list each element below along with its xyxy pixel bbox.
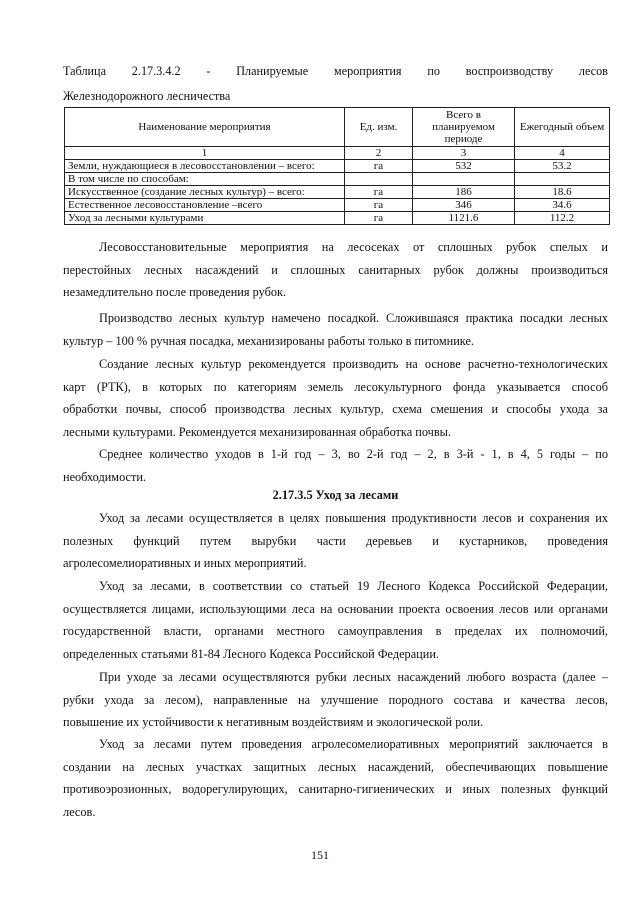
text-line: осуществляется лицами, использующими леса на основании проекта освоения лесов или органами [63, 601, 608, 616]
table-row [65, 173, 610, 186]
reforestation-table [64, 107, 610, 225]
section-heading: 2.17.3.5 Уход за лесами [272, 488, 399, 502]
text-line: противоэрозионных, водорегулирующих, санитарно-гигиенических и иных полезных функций [63, 782, 608, 796]
caption-word: Таблица [63, 64, 106, 78]
table-row [65, 186, 610, 199]
column-header: Ежегодный объем [515, 108, 610, 147]
paragraph-planting [63, 307, 608, 352]
table-cell: 1 [65, 147, 345, 160]
text-line: рубки ухода за лесом), направленные на улучшение породного состава и качества лесов, [63, 692, 608, 707]
text-line: Лесовосстановительные мероприятия на лесосеках от сплошных рубок спелых и [99, 240, 608, 254]
text-line: При уходе за лесами осуществляются рубки лесных насаждений любого возраста (далее – [99, 670, 608, 684]
text-line: Производство лесных культур намечено посадкой. Сложившаяся практика посадки лесных [99, 311, 608, 325]
text-line: повышение их устойчивости к негативным воздействиям и экологической роли. [63, 715, 484, 729]
table-cell: 186 [413, 186, 515, 199]
table-caption [63, 63, 608, 79]
column-header: Ед. изм. [345, 108, 413, 147]
table-cell [413, 173, 515, 186]
paragraph-thinning [63, 666, 608, 734]
paragraph-agroforestry [63, 733, 608, 823]
table-cell: 2 [345, 147, 413, 160]
table-cell: 1121.6 [413, 212, 515, 225]
table-cell: га [345, 199, 413, 212]
caption-word: по [427, 64, 440, 78]
table-cell: 112.2 [515, 212, 610, 225]
text-line: государственной власти, органами местного самоуправления в пределах их полномочий, [63, 624, 608, 638]
text-line: Уход за лесами осуществляется в целях повышения продуктивности лесов и сохранения их [99, 511, 608, 525]
table-cell: Естественное лесовосстановление –всего [65, 199, 345, 212]
paragraph-reforestation [63, 236, 608, 304]
table-cell: 53.2 [515, 160, 610, 173]
table-cell [515, 173, 610, 186]
text-line: обработки почвы, способ производства лесных культур, схема смешения и способы ухода за [63, 402, 608, 416]
table-cell: Уход за лесными культурами [65, 212, 345, 225]
caption-word: Планируемые [236, 64, 309, 78]
paragraph-forest-care [63, 507, 608, 575]
table-caption-continued: Железнодорожного лесничества [63, 89, 231, 103]
text-line: карт (РТК), в которых по категориям земель лесокультурного фонда указывается способ [63, 379, 608, 394]
table-cell: 3 [413, 147, 515, 160]
text-line: определенных статьями 81-84 Лесного Кодекса Российской Федерации. [63, 646, 439, 661]
table-row [65, 199, 610, 212]
caption-word: лесов [578, 64, 608, 78]
text-line: Уход за лесами, в соответствии со статьей 19 Лесного Кодекса Российской Федерации, [99, 579, 608, 593]
text-line: Среднее количество уходов в 1-й год – 3, во 2-й год – 2, в 3-й - 1, в 4, 5 годы – по [99, 447, 608, 461]
paragraph-rtk [63, 353, 608, 443]
table-cell [345, 173, 413, 186]
text-line: агролесомелиоративных и иных мероприятий. [63, 556, 307, 570]
text-line: культур – 100 % ручная посадка, механизированы работы только в питомнике. [63, 333, 474, 348]
table-cell: В том числе по способам: [65, 173, 345, 186]
table-index-row [65, 147, 610, 160]
text-line: необходимости. [63, 469, 147, 484]
table-row [65, 160, 610, 173]
paragraph-care-count [63, 443, 608, 488]
table-header-row [65, 108, 610, 147]
paragraph-forest-code [63, 575, 608, 665]
table-cell: Искусственное (создание лесных культур) – всего: [65, 186, 345, 199]
caption-word: - [206, 64, 211, 78]
text-line: перестойных лесных насаждений и сплошных санитарных рубок должны производиться [63, 262, 608, 277]
table-cell: 34.6 [515, 199, 610, 212]
table-cell: Земли, нуждающиеся в лесовосстановлении – всего: [65, 160, 345, 173]
table-cell: 18.6 [515, 186, 610, 199]
text-line: создании на лесных участках защитных лесных насаждений, обеспечивающих повышение [63, 759, 608, 774]
text-line: Создание лесных культур рекомендуется производить на основе расчетно-технологических [99, 357, 608, 371]
caption-word: воспроизводству [465, 64, 554, 78]
page-number: 151 [311, 848, 329, 862]
table-cell: 532 [413, 160, 515, 173]
text-line: полезных функций путем вырубки части деревьев и кустарников, проведения [63, 533, 608, 548]
text-line: лесов. [63, 804, 96, 819]
table-row [65, 212, 610, 225]
table-cell: 346 [413, 199, 515, 212]
table-cell: га [345, 160, 413, 173]
caption-word: мероприятия [333, 64, 402, 78]
text-line: лесными культурами. Рекомендуется механизированная обработка почвы. [63, 424, 451, 439]
text-line: незамедлительно после проведения рубок. [63, 285, 287, 299]
table-cell: 4 [515, 147, 610, 160]
column-header: Всего в планируемом периоде [413, 108, 515, 147]
caption-word: 2.17.3.4.2 [131, 64, 181, 78]
column-header: Наименование мероприятия [65, 108, 345, 147]
text-line: Уход за лесами путем проведения агролесомелиоративных мероприятий заключается в [99, 737, 608, 751]
table-cell: га [345, 212, 413, 225]
table-cell: га [345, 186, 413, 199]
